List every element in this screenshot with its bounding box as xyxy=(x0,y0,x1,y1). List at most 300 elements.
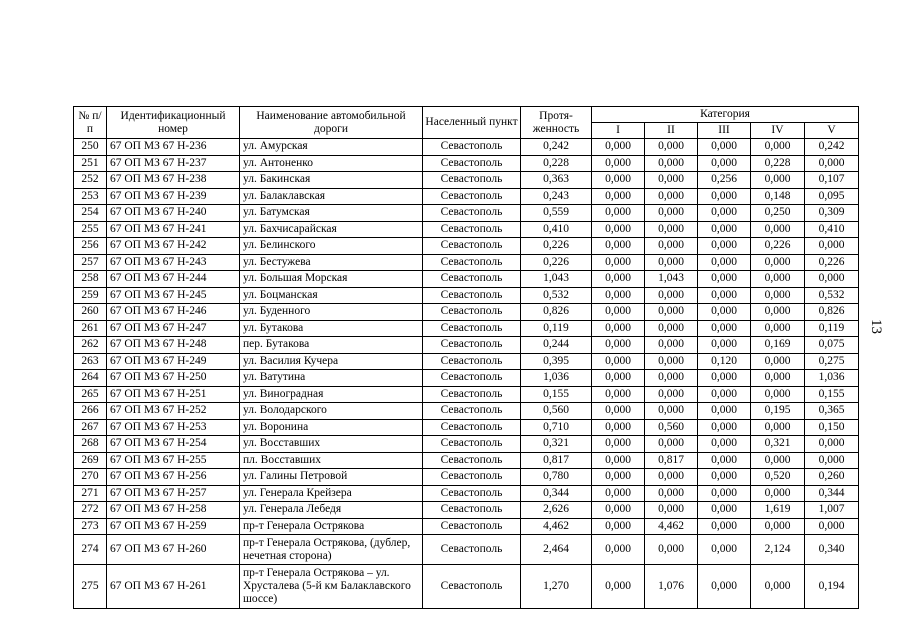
cell-id: 67 ОП МЗ 67 Н-247 xyxy=(107,320,240,337)
table-row xyxy=(74,254,859,271)
cell-cat-2: 0,000 xyxy=(645,205,698,222)
cell-name: ул. Белинского xyxy=(240,238,423,255)
cell-cat-3: 0,000 xyxy=(698,320,751,337)
table-row xyxy=(74,485,859,502)
cell-cat-5: 0,000 xyxy=(805,518,859,535)
cell-num: 258 xyxy=(74,271,107,288)
cell-locality: Севастополь xyxy=(423,320,521,337)
cell-cat-4: 0,000 xyxy=(751,139,805,156)
cell-cat-3: 0,000 xyxy=(698,370,751,387)
cell-cat-4: 0,520 xyxy=(751,469,805,486)
cell-num: 257 xyxy=(74,254,107,271)
table-row xyxy=(74,205,859,222)
cell-length: 0,559 xyxy=(521,205,592,222)
cell-name: ул. Бахчисарайская xyxy=(240,221,423,238)
cell-cat-3: 0,000 xyxy=(698,221,751,238)
cell-cat-1: 0,000 xyxy=(592,485,645,502)
cell-length: 0,242 xyxy=(521,139,592,156)
cell-cat-3: 0,000 xyxy=(698,205,751,222)
cell-id: 67 ОП МЗ 67 Н-251 xyxy=(107,386,240,403)
cell-cat-5: 0,340 xyxy=(805,535,859,565)
cell-id: 67 ОП МЗ 67 Н-242 xyxy=(107,238,240,255)
cell-locality: Севастополь xyxy=(423,254,521,271)
table-row xyxy=(74,139,859,156)
cell-cat-2: 0,000 xyxy=(645,386,698,403)
cell-length: 0,226 xyxy=(521,254,592,271)
cell-id: 67 ОП МЗ 67 Н-239 xyxy=(107,188,240,205)
cell-id: 67 ОП МЗ 67 Н-256 xyxy=(107,469,240,486)
cell-length: 2,626 xyxy=(521,502,592,519)
cell-cat-1: 0,000 xyxy=(592,370,645,387)
cell-id: 67 ОП МЗ 67 Н-248 xyxy=(107,337,240,354)
cell-name: ул. Виноградная xyxy=(240,386,423,403)
cell-id: 67 ОП МЗ 67 Н-244 xyxy=(107,271,240,288)
cell-length: 0,780 xyxy=(521,469,592,486)
cell-length: 0,395 xyxy=(521,353,592,370)
cell-cat-5: 0,242 xyxy=(805,139,859,156)
cell-name: ул. Василия Кучера xyxy=(240,353,423,370)
cell-name: ул. Володарского xyxy=(240,403,423,420)
header-category: Категория xyxy=(592,107,859,123)
cell-cat-1: 0,000 xyxy=(592,452,645,469)
cell-cat-2: 1,043 xyxy=(645,271,698,288)
header-category-4: IV xyxy=(751,123,805,139)
cell-cat-1: 0,000 xyxy=(592,353,645,370)
cell-cat-2: 0,000 xyxy=(645,139,698,156)
cell-cat-2: 0,000 xyxy=(645,287,698,304)
table-row xyxy=(74,155,859,172)
cell-num: 253 xyxy=(74,188,107,205)
cell-num: 271 xyxy=(74,485,107,502)
cell-num: 274 xyxy=(74,535,107,565)
cell-cat-4: 0,000 xyxy=(751,353,805,370)
cell-name: пл. Восставших xyxy=(240,452,423,469)
cell-num: 254 xyxy=(74,205,107,222)
header-category-3: III xyxy=(698,123,751,139)
cell-num: 256 xyxy=(74,238,107,255)
cell-id: 67 ОП МЗ 67 Н-243 xyxy=(107,254,240,271)
cell-length: 0,560 xyxy=(521,403,592,420)
cell-cat-5: 0,095 xyxy=(805,188,859,205)
cell-id: 67 ОП МЗ 67 Н-254 xyxy=(107,436,240,453)
header-id: Идентификационный номер xyxy=(107,107,240,139)
table-row xyxy=(74,337,859,354)
cell-cat-3: 0,000 xyxy=(698,155,751,172)
cell-cat-3: 0,000 xyxy=(698,337,751,354)
cell-cat-4: 0,000 xyxy=(751,565,805,609)
cell-cat-4: 0,148 xyxy=(751,188,805,205)
cell-cat-3: 0,000 xyxy=(698,304,751,321)
cell-cat-1: 0,000 xyxy=(592,238,645,255)
cell-cat-1: 0,000 xyxy=(592,320,645,337)
cell-cat-4: 1,619 xyxy=(751,502,805,519)
page-number: 13 xyxy=(868,319,884,334)
table-row xyxy=(74,565,859,609)
cell-cat-2: 4,462 xyxy=(645,518,698,535)
header-category-2: II xyxy=(645,123,698,139)
table-row xyxy=(74,304,859,321)
cell-cat-2: 0,000 xyxy=(645,188,698,205)
cell-cat-1: 0,000 xyxy=(592,139,645,156)
cell-id: 67 ОП МЗ 67 Н-236 xyxy=(107,139,240,156)
cell-id: 67 ОП МЗ 67 Н-253 xyxy=(107,419,240,436)
cell-cat-4: 0,000 xyxy=(751,485,805,502)
cell-cat-2: 0,000 xyxy=(645,304,698,321)
cell-name: ул. Антоненко xyxy=(240,155,423,172)
cell-locality: Севастополь xyxy=(423,188,521,205)
roads-table xyxy=(73,106,859,609)
cell-num: 266 xyxy=(74,403,107,420)
table-row xyxy=(74,386,859,403)
cell-num: 262 xyxy=(74,337,107,354)
cell-name: пр-т Генерала Острякова, (дублер, нечетная сторона) xyxy=(240,535,423,565)
cell-cat-4: 0,000 xyxy=(751,254,805,271)
cell-name: ул. Боцманская xyxy=(240,287,423,304)
cell-cat-2: 0,560 xyxy=(645,419,698,436)
cell-length: 1,270 xyxy=(521,565,592,609)
cell-cat-4: 0,250 xyxy=(751,205,805,222)
cell-name: ул. Ватутина xyxy=(240,370,423,387)
table-row xyxy=(74,271,859,288)
cell-cat-2: 0,000 xyxy=(645,436,698,453)
cell-cat-2: 0,000 xyxy=(645,353,698,370)
header-locality: Населенный пункт xyxy=(423,107,521,139)
cell-cat-4: 0,000 xyxy=(751,287,805,304)
cell-num: 273 xyxy=(74,518,107,535)
cell-locality: Севастополь xyxy=(423,485,521,502)
cell-locality: Севастополь xyxy=(423,386,521,403)
cell-cat-2: 1,076 xyxy=(645,565,698,609)
cell-num: 270 xyxy=(74,469,107,486)
cell-cat-5: 0,150 xyxy=(805,419,859,436)
cell-cat-5: 0,107 xyxy=(805,172,859,189)
cell-length: 0,321 xyxy=(521,436,592,453)
cell-cat-2: 0,000 xyxy=(645,535,698,565)
header-name: Наименование автомобильной дороги xyxy=(240,107,423,139)
cell-locality: Севастополь xyxy=(423,403,521,420)
cell-cat-4: 0,000 xyxy=(751,221,805,238)
table-row xyxy=(74,221,859,238)
cell-cat-5: 0,194 xyxy=(805,565,859,609)
cell-cat-1: 0,000 xyxy=(592,565,645,609)
cell-cat-3: 0,000 xyxy=(698,565,751,609)
cell-cat-5: 0,000 xyxy=(805,452,859,469)
table-row xyxy=(74,502,859,519)
cell-length: 0,119 xyxy=(521,320,592,337)
cell-cat-2: 0,000 xyxy=(645,254,698,271)
cell-cat-3: 0,000 xyxy=(698,419,751,436)
cell-locality: Севастополь xyxy=(423,436,521,453)
cell-cat-3: 0,000 xyxy=(698,403,751,420)
table-row xyxy=(74,535,859,565)
cell-num: 250 xyxy=(74,139,107,156)
cell-length: 0,228 xyxy=(521,155,592,172)
cell-locality: Севастополь xyxy=(423,535,521,565)
cell-locality: Севастополь xyxy=(423,518,521,535)
table-row xyxy=(74,518,859,535)
cell-cat-5: 0,000 xyxy=(805,238,859,255)
cell-cat-5: 0,000 xyxy=(805,436,859,453)
cell-id: 67 ОП МЗ 67 Н-257 xyxy=(107,485,240,502)
cell-name: пр-т Генерала Острякова xyxy=(240,518,423,535)
cell-locality: Севастополь xyxy=(423,502,521,519)
cell-cat-5: 0,344 xyxy=(805,485,859,502)
cell-id: 67 ОП МЗ 67 Н-238 xyxy=(107,172,240,189)
cell-num: 269 xyxy=(74,452,107,469)
cell-cat-5: 0,000 xyxy=(805,271,859,288)
cell-locality: Севастополь xyxy=(423,221,521,238)
cell-id: 67 ОП МЗ 67 Н-261 xyxy=(107,565,240,609)
cell-locality: Севастополь xyxy=(423,205,521,222)
cell-cat-1: 0,000 xyxy=(592,502,645,519)
cell-cat-5: 0,155 xyxy=(805,386,859,403)
cell-cat-5: 0,365 xyxy=(805,403,859,420)
cell-cat-4: 0,000 xyxy=(751,386,805,403)
cell-cat-5: 0,119 xyxy=(805,320,859,337)
cell-cat-2: 0,000 xyxy=(645,403,698,420)
cell-num: 267 xyxy=(74,419,107,436)
table-body xyxy=(74,139,859,609)
cell-cat-2: 0,000 xyxy=(645,502,698,519)
cell-cat-5: 0,260 xyxy=(805,469,859,486)
cell-cat-4: 0,000 xyxy=(751,452,805,469)
cell-locality: Севастополь xyxy=(423,565,521,609)
cell-cat-1: 0,000 xyxy=(592,205,645,222)
cell-locality: Севастополь xyxy=(423,139,521,156)
cell-cat-1: 0,000 xyxy=(592,172,645,189)
cell-length: 0,226 xyxy=(521,238,592,255)
cell-cat-2: 0,000 xyxy=(645,370,698,387)
cell-locality: Севастополь xyxy=(423,155,521,172)
cell-length: 2,464 xyxy=(521,535,592,565)
cell-cat-5: 0,275 xyxy=(805,353,859,370)
cell-cat-1: 0,000 xyxy=(592,254,645,271)
table-row xyxy=(74,403,859,420)
cell-cat-1: 0,000 xyxy=(592,155,645,172)
cell-length: 0,243 xyxy=(521,188,592,205)
cell-cat-3: 0,000 xyxy=(698,436,751,453)
cell-cat-1: 0,000 xyxy=(592,304,645,321)
cell-length: 0,410 xyxy=(521,221,592,238)
table-row xyxy=(74,287,859,304)
cell-num: 275 xyxy=(74,565,107,609)
table-row xyxy=(74,188,859,205)
cell-cat-4: 0,000 xyxy=(751,419,805,436)
cell-name: ул. Балаклавская xyxy=(240,188,423,205)
table-row xyxy=(74,436,859,453)
table-row xyxy=(74,419,859,436)
cell-cat-4: 0,195 xyxy=(751,403,805,420)
cell-length: 0,826 xyxy=(521,304,592,321)
cell-id: 67 ОП МЗ 67 Н-246 xyxy=(107,304,240,321)
cell-cat-3: 0,000 xyxy=(698,287,751,304)
cell-locality: Севастополь xyxy=(423,419,521,436)
cell-cat-4: 0,321 xyxy=(751,436,805,453)
cell-cat-4: 0,000 xyxy=(751,172,805,189)
cell-cat-5: 1,007 xyxy=(805,502,859,519)
cell-cat-3: 0,000 xyxy=(698,238,751,255)
cell-length: 1,043 xyxy=(521,271,592,288)
cell-cat-1: 0,000 xyxy=(592,287,645,304)
cell-num: 259 xyxy=(74,287,107,304)
cell-num: 263 xyxy=(74,353,107,370)
cell-locality: Севастополь xyxy=(423,370,521,387)
cell-name: ул. Галины Петровой xyxy=(240,469,423,486)
cell-cat-2: 0,817 xyxy=(645,452,698,469)
cell-id: 67 ОП МЗ 67 Н-258 xyxy=(107,502,240,519)
header-num: № п/п xyxy=(74,107,107,139)
cell-cat-2: 0,000 xyxy=(645,238,698,255)
cell-num: 265 xyxy=(74,386,107,403)
cell-cat-5: 0,075 xyxy=(805,337,859,354)
cell-cat-5: 0,309 xyxy=(805,205,859,222)
cell-locality: Севастополь xyxy=(423,287,521,304)
cell-length: 0,244 xyxy=(521,337,592,354)
cell-cat-4: 0,169 xyxy=(751,337,805,354)
cell-name: пер. Бутакова xyxy=(240,337,423,354)
cell-cat-1: 0,000 xyxy=(592,419,645,436)
cell-cat-2: 0,000 xyxy=(645,337,698,354)
cell-num: 251 xyxy=(74,155,107,172)
cell-cat-3: 0,000 xyxy=(698,518,751,535)
cell-length: 0,155 xyxy=(521,386,592,403)
cell-id: 67 ОП МЗ 67 Н-241 xyxy=(107,221,240,238)
cell-cat-1: 0,000 xyxy=(592,518,645,535)
cell-name: ул. Большая Морская xyxy=(240,271,423,288)
cell-cat-3: 0,120 xyxy=(698,353,751,370)
table-row xyxy=(74,320,859,337)
cell-cat-5: 0,000 xyxy=(805,155,859,172)
cell-cat-3: 0,000 xyxy=(698,139,751,156)
table-row xyxy=(74,452,859,469)
cell-cat-4: 0,000 xyxy=(751,320,805,337)
cell-num: 252 xyxy=(74,172,107,189)
cell-name: ул. Восставших xyxy=(240,436,423,453)
cell-name: пр-т Генерала Острякова – ул. Хрусталева (5-й км Балаклавского шоссе) xyxy=(240,565,423,609)
cell-cat-4: 0,226 xyxy=(751,238,805,255)
cell-cat-2: 0,000 xyxy=(645,320,698,337)
cell-name: ул. Бакинская xyxy=(240,172,423,189)
cell-cat-2: 0,000 xyxy=(645,485,698,502)
cell-length: 4,462 xyxy=(521,518,592,535)
cell-cat-3: 0,000 xyxy=(698,535,751,565)
cell-cat-1: 0,000 xyxy=(592,469,645,486)
cell-cat-3: 0,000 xyxy=(698,188,751,205)
cell-id: 67 ОП МЗ 67 Н-259 xyxy=(107,518,240,535)
cell-cat-1: 0,000 xyxy=(592,188,645,205)
cell-cat-5: 0,410 xyxy=(805,221,859,238)
cell-name: ул. Воронина xyxy=(240,419,423,436)
cell-cat-2: 0,000 xyxy=(645,155,698,172)
cell-name: ул. Генерала Лебедя xyxy=(240,502,423,519)
cell-id: 67 ОП МЗ 67 Н-260 xyxy=(107,535,240,565)
table-row xyxy=(74,370,859,387)
header-length: Протя-женность xyxy=(521,107,592,139)
cell-cat-5: 0,826 xyxy=(805,304,859,321)
cell-locality: Севастополь xyxy=(423,337,521,354)
cell-id: 67 ОП МЗ 67 Н-250 xyxy=(107,370,240,387)
cell-num: 255 xyxy=(74,221,107,238)
cell-locality: Севастополь xyxy=(423,469,521,486)
cell-locality: Севастополь xyxy=(423,304,521,321)
cell-name: ул. Генерала Крейзера xyxy=(240,485,423,502)
header-category-5: V xyxy=(805,123,859,139)
cell-id: 67 ОП МЗ 67 Н-237 xyxy=(107,155,240,172)
cell-cat-1: 0,000 xyxy=(592,535,645,565)
cell-cat-4: 0,000 xyxy=(751,370,805,387)
cell-num: 272 xyxy=(74,502,107,519)
cell-id: 67 ОП МЗ 67 Н-252 xyxy=(107,403,240,420)
cell-cat-1: 0,000 xyxy=(592,271,645,288)
cell-cat-2: 0,000 xyxy=(645,221,698,238)
cell-locality: Севастополь xyxy=(423,353,521,370)
cell-cat-4: 0,000 xyxy=(751,304,805,321)
cell-length: 0,532 xyxy=(521,287,592,304)
cell-num: 261 xyxy=(74,320,107,337)
table-row xyxy=(74,469,859,486)
cell-cat-3: 0,000 xyxy=(698,469,751,486)
cell-cat-2: 0,000 xyxy=(645,469,698,486)
cell-cat-1: 0,000 xyxy=(592,403,645,420)
cell-locality: Севастополь xyxy=(423,238,521,255)
cell-name: ул. Буденного xyxy=(240,304,423,321)
cell-id: 67 ОП МЗ 67 Н-249 xyxy=(107,353,240,370)
cell-name: ул. Бутакова xyxy=(240,320,423,337)
cell-cat-5: 1,036 xyxy=(805,370,859,387)
cell-length: 0,817 xyxy=(521,452,592,469)
cell-cat-3: 0,000 xyxy=(698,254,751,271)
table-row xyxy=(74,353,859,370)
cell-name: ул. Амурская xyxy=(240,139,423,156)
cell-cat-2: 0,000 xyxy=(645,172,698,189)
cell-length: 0,710 xyxy=(521,419,592,436)
cell-cat-3: 0,256 xyxy=(698,172,751,189)
cell-locality: Севастополь xyxy=(423,271,521,288)
cell-length: 1,036 xyxy=(521,370,592,387)
cell-cat-3: 0,000 xyxy=(698,502,751,519)
cell-cat-1: 0,000 xyxy=(592,386,645,403)
cell-id: 67 ОП МЗ 67 Н-245 xyxy=(107,287,240,304)
table-header xyxy=(74,107,859,139)
cell-length: 0,344 xyxy=(521,485,592,502)
cell-locality: Севастополь xyxy=(423,172,521,189)
cell-num: 268 xyxy=(74,436,107,453)
table-row xyxy=(74,172,859,189)
cell-cat-3: 0,000 xyxy=(698,386,751,403)
cell-cat-5: 0,226 xyxy=(805,254,859,271)
cell-id: 67 ОП МЗ 67 Н-240 xyxy=(107,205,240,222)
cell-cat-4: 0,000 xyxy=(751,518,805,535)
header-category-1: I xyxy=(592,123,645,139)
cell-cat-4: 0,000 xyxy=(751,271,805,288)
cell-length: 0,363 xyxy=(521,172,592,189)
cell-cat-1: 0,000 xyxy=(592,221,645,238)
cell-cat-1: 0,000 xyxy=(592,436,645,453)
cell-name: ул. Батумская xyxy=(240,205,423,222)
table-row xyxy=(74,238,859,255)
cell-cat-3: 0,000 xyxy=(698,452,751,469)
cell-cat-4: 2,124 xyxy=(751,535,805,565)
cell-id: 67 ОП МЗ 67 Н-255 xyxy=(107,452,240,469)
cell-cat-4: 0,228 xyxy=(751,155,805,172)
cell-cat-1: 0,000 xyxy=(592,337,645,354)
cell-cat-3: 0,000 xyxy=(698,271,751,288)
cell-cat-5: 0,532 xyxy=(805,287,859,304)
cell-name: ул. Бестужева xyxy=(240,254,423,271)
cell-num: 264 xyxy=(74,370,107,387)
cell-cat-3: 0,000 xyxy=(698,485,751,502)
cell-num: 260 xyxy=(74,304,107,321)
